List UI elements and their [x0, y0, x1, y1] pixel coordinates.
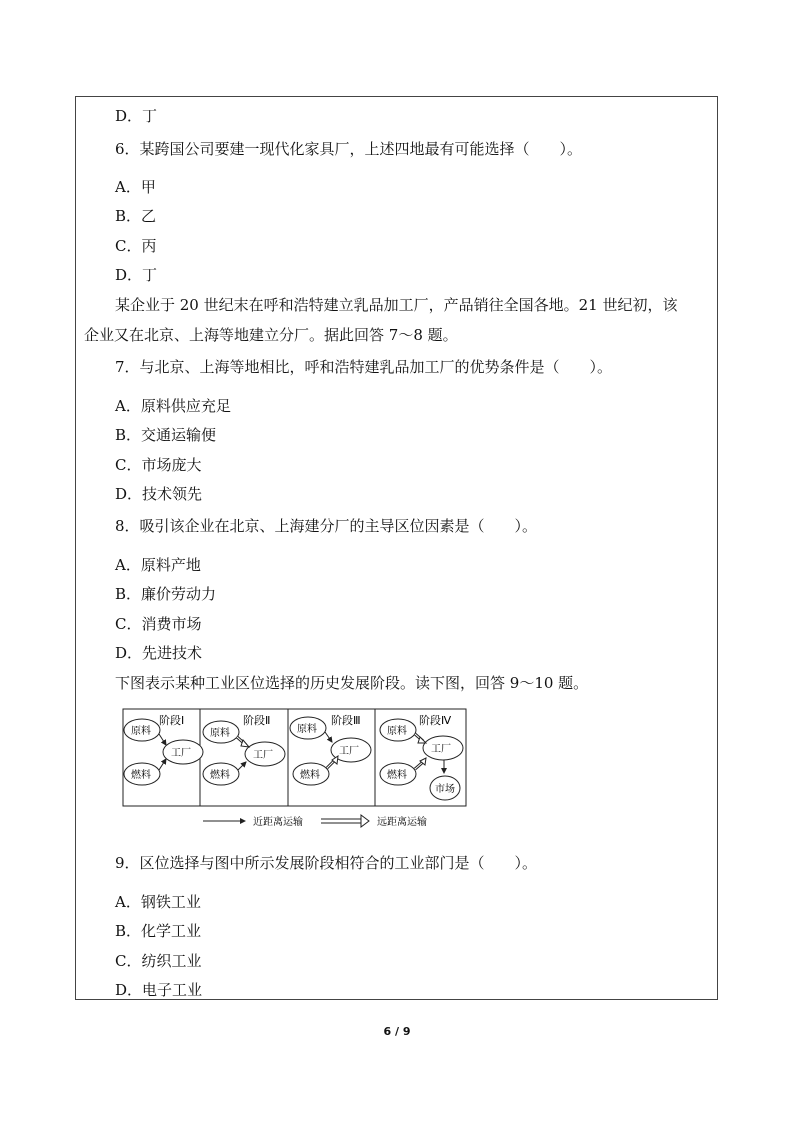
- legend-far-label: 远距离运输: [377, 817, 427, 828]
- q8-option-d: D．先进技术: [115, 644, 203, 662]
- q6-option-a: A．甲: [115, 178, 156, 196]
- stage3-arrow-raw: [325, 732, 332, 742]
- page-number: 6 / 9: [383, 1025, 411, 1038]
- stage2-raw-text: 原料: [210, 728, 230, 739]
- stage-4-label: 阶段Ⅳ: [419, 714, 452, 727]
- q8-stem: 8．吸引该企业在北京、上海建分厂的主导区位因素是（ ）。: [115, 517, 538, 535]
- q8-option-c: C．消费市场: [115, 615, 202, 633]
- q6-stem: 6．某跨国公司要建一现代化家具厂，上述四地最有可能选择（ ）。: [115, 140, 583, 158]
- stage-diagram: [115, 700, 475, 835]
- q7-option-d: D．技术领先: [115, 485, 203, 503]
- stage2-fuel-text: 燃料: [210, 770, 230, 781]
- stage1-raw-text: 原料: [131, 726, 151, 737]
- q6-option-d: D．丁: [115, 266, 158, 284]
- stage1-fuel-text: 燃料: [131, 770, 151, 781]
- q8-option-b: B．廉价劳动力: [115, 585, 217, 603]
- legend-near-label: 近距离运输: [253, 817, 303, 828]
- stage1-arrow-fuel: [159, 759, 166, 770]
- q7-stem: 7．与北京、上海等地相比，呼和浩特建乳品加工厂的优势条件是（ ）。: [115, 358, 613, 376]
- stage3-fuel-text: 燃料: [300, 770, 320, 781]
- q9-option-c: C．纺织工业: [115, 952, 202, 970]
- stage1-factory-text: 工厂: [171, 748, 191, 759]
- legend-far-arrow: [321, 819, 363, 823]
- q6-option-c: C．丙: [115, 237, 157, 255]
- q5-option-d: D．丁: [115, 107, 158, 125]
- stage4-raw-text: 原料: [387, 726, 407, 737]
- intro-9-10: 下图表示某种工业区位选择的历史发展阶段。读下图，回答 9～10 题。: [115, 674, 589, 692]
- stage1-arrow-raw: [159, 734, 166, 745]
- stage2-arrow-fuel: [238, 762, 246, 770]
- q7-option-c: C．市场庞大: [115, 456, 202, 474]
- stage-1-label: 阶段Ⅰ: [159, 714, 185, 727]
- q9-option-a: A．钢铁工业: [115, 893, 201, 911]
- stage2-factory-text: 工厂: [253, 750, 273, 761]
- q7-option-a: A．原料供应充足: [115, 397, 231, 415]
- q9-option-d: D．电子工业: [115, 981, 203, 999]
- q9-option-b: B．化学工业: [115, 922, 202, 940]
- stage-3-label: 阶段Ⅲ: [331, 714, 361, 727]
- q7-option-b: B．交通运输便: [115, 426, 217, 444]
- stage4-fuel-text: 燃料: [387, 770, 407, 781]
- intro-7-8-line2: 企业又在北京、上海等地建立分厂。据此回答 7～8 题。: [84, 326, 458, 344]
- stage-2-label: 阶段Ⅱ: [243, 714, 271, 727]
- stage4-market-text: 市场: [435, 784, 455, 795]
- q9-stem: 9．区位选择与图中所示发展阶段相符合的工业部门是（ ）。: [115, 854, 538, 872]
- q6-option-b: B．乙: [115, 207, 157, 225]
- stage4-factory-text: 工厂: [431, 744, 451, 755]
- stage3-factory-text: 工厂: [339, 746, 359, 757]
- q8-option-a: A．原料产地: [115, 556, 201, 574]
- intro-7-8-line1: 某企业于 20 世纪末在呼和浩特建立乳品加工厂，产品销往全国各地。21 世纪初，该: [115, 296, 678, 314]
- stage3-raw-text: 原料: [297, 724, 317, 735]
